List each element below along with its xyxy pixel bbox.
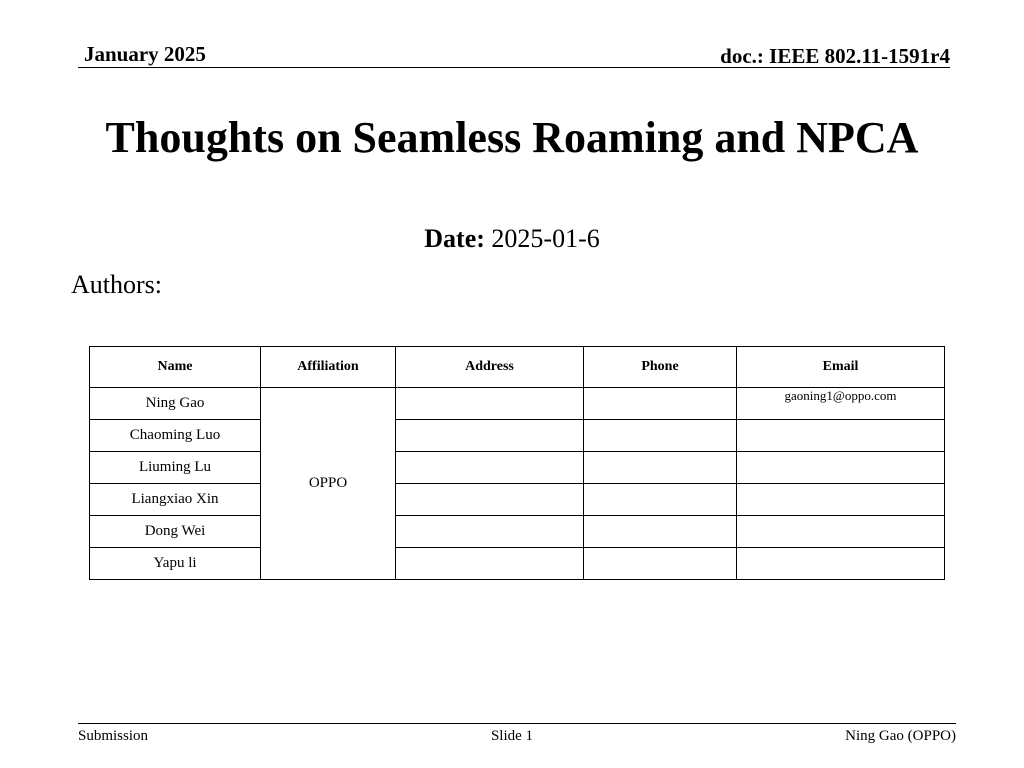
date-label: Date: xyxy=(424,224,485,253)
authors-table xyxy=(89,346,945,580)
author-address xyxy=(396,452,584,484)
column-header-address: Address xyxy=(396,347,584,388)
author-name: Yapu li xyxy=(90,548,261,580)
author-phone xyxy=(584,452,737,484)
table-row xyxy=(90,388,945,420)
authors-label: Authors: xyxy=(71,270,162,299)
table-row xyxy=(90,452,945,484)
date-value: 2025-01-6 xyxy=(491,224,600,253)
footer-submission: Submission xyxy=(78,728,149,744)
table-header-row xyxy=(90,347,945,388)
author-email xyxy=(737,484,945,516)
column-header-name: Name xyxy=(90,347,261,388)
author-email xyxy=(737,452,945,484)
author-phone xyxy=(584,388,737,420)
author-email: gaoning1@oppo.com xyxy=(737,388,945,420)
author-phone xyxy=(584,548,737,580)
table-row xyxy=(90,420,945,452)
author-name: Liuming Lu xyxy=(90,452,261,484)
table-row xyxy=(90,516,945,548)
author-email xyxy=(737,516,945,548)
author-address xyxy=(396,548,584,580)
author-name: Dong Wei xyxy=(90,516,261,548)
header-divider xyxy=(78,67,950,68)
table-row xyxy=(90,484,945,516)
author-affiliation: OPPO xyxy=(261,388,396,580)
author-name: Ning Gao xyxy=(90,388,261,420)
footer-author: Ning Gao (OPPO) xyxy=(845,728,956,744)
footer-slide-number: Slide 1 xyxy=(490,728,534,744)
author-name: Liangxiao Xin xyxy=(90,484,261,516)
footer-divider xyxy=(78,723,956,724)
author-phone xyxy=(584,420,737,452)
column-header-email: Email xyxy=(737,347,945,388)
slide-title: Thoughts on Seamless Roaming and NPCA xyxy=(105,113,919,162)
author-email xyxy=(737,548,945,580)
author-address xyxy=(396,484,584,516)
column-header-phone: Phone xyxy=(584,347,737,388)
author-address xyxy=(396,516,584,548)
column-header-affiliation: Affiliation xyxy=(261,347,396,388)
author-phone xyxy=(584,516,737,548)
author-phone xyxy=(584,484,737,516)
header-date: January 2025 xyxy=(84,42,206,66)
table-row xyxy=(90,548,945,580)
header-doc-id: doc.: IEEE 802.11-1591r4 xyxy=(720,44,950,68)
author-address xyxy=(396,388,584,420)
author-name: Chaoming Luo xyxy=(90,420,261,452)
date-line xyxy=(0,224,1024,254)
author-email xyxy=(737,420,945,452)
author-address xyxy=(396,420,584,452)
